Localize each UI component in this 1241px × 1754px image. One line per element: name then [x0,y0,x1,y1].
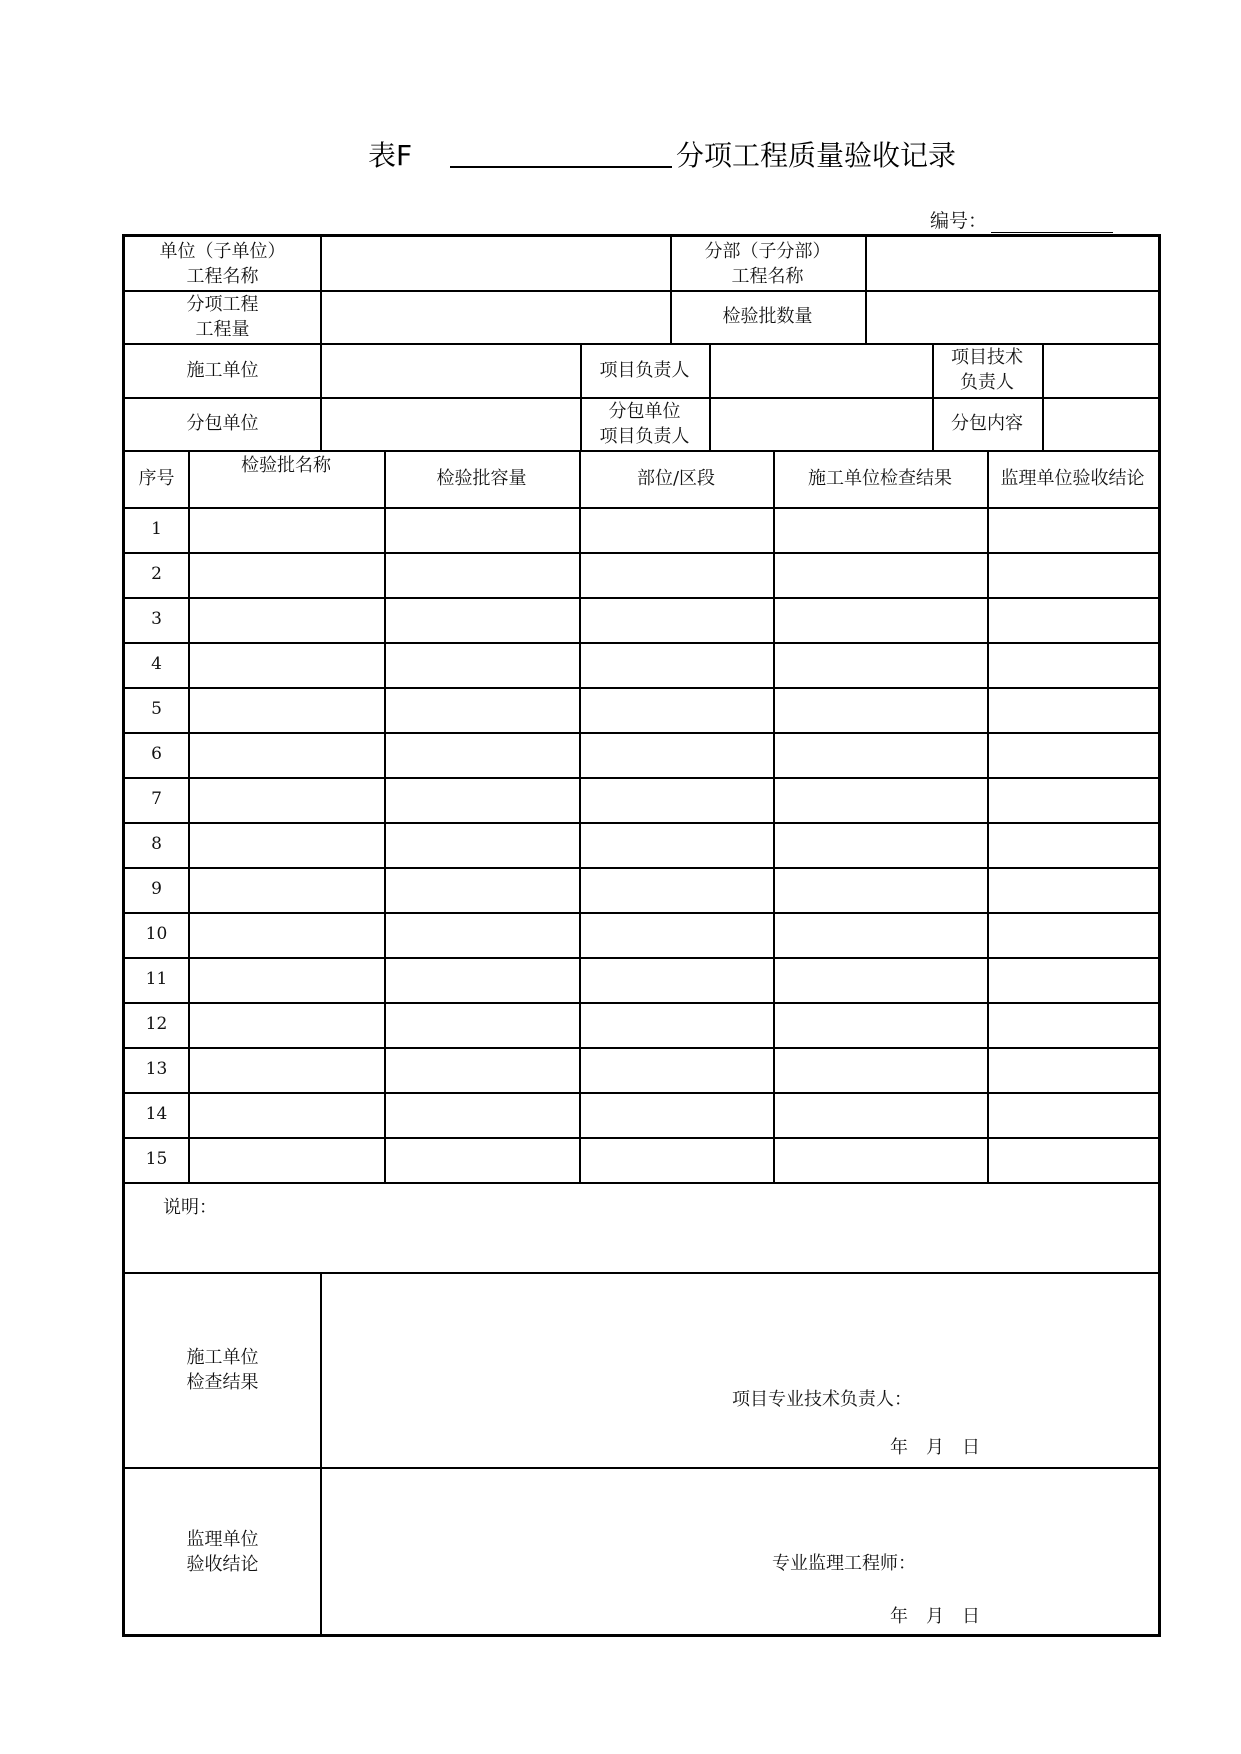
unit-project-name-label: 单位（子单位） 工程名称 [159,240,286,287]
contractor-signer-label: 项目专业技术负责人： [732,1389,912,1410]
batch-count-label: 检验批数量 [722,306,813,327]
unit-project-name-field[interactable] [322,237,670,290]
contractor-label: 施工单位 [186,359,259,381]
column-header-batch-name: 检验批名称 [241,454,331,476]
batch-count-field[interactable] [867,290,1158,343]
subitem-quantity-field[interactable] [322,290,670,343]
row-number: 5 [151,699,162,719]
form-title [0,128,1241,176]
row-number: 14 [145,1104,168,1124]
supervisor-conclusion-label: 监理单位 验收结论 [186,1529,259,1575]
form-title-text: 分项工程质量验收记录 [676,139,957,172]
serial-number-blank[interactable] [991,212,1113,233]
column-header-supervisor-conclusion: 监理单位验收结论 [1000,468,1145,489]
project-name-blank[interactable] [450,166,672,168]
subcontractor-pm-field[interactable] [711,397,932,450]
form-table [122,234,1161,1637]
row-number: 12 [145,1014,168,1034]
row-number: 13 [145,1059,168,1079]
contractor-date-label: 年 月 日 [890,1437,980,1458]
division-project-name-field[interactable] [867,237,1158,290]
row-number: 10 [145,924,168,944]
division-project-name-label: 分部（子分部） 工程名称 [704,240,831,287]
serial-number-label: 编号： [930,210,988,232]
row-number: 8 [151,834,162,854]
subcontractor-label: 分包单位 [186,413,259,434]
notes-label: 说明： [163,1197,217,1218]
column-header-index: 序号 [138,468,175,489]
contractor-inspection-label: 施工单位 检查结果 [186,1346,259,1393]
subcontractor-pm-label: 分包单位 项目负责人 [599,400,690,447]
supervisor-conclusion-field[interactable] [322,1467,1158,1637]
subcontractor-field[interactable] [322,397,580,450]
serial-number [930,206,1113,233]
project-manager-field[interactable] [711,343,932,397]
subitem-quantity-label: 分项工程 工程量 [186,293,259,340]
row-number: 11 [145,969,168,989]
contractor-inspection-field[interactable] [322,1272,1158,1467]
row-number: 7 [151,789,162,809]
project-manager-label: 项目负责人 [599,359,690,381]
column-header-contractor-result: 施工单位检查结果 [808,468,952,489]
contractor-field[interactable] [322,343,580,397]
row-number: 15 [145,1149,168,1169]
notes-field[interactable] [125,1184,1158,1272]
column-header-location: 部位/区段 [636,468,716,489]
subcontract-content-label: 分包内容 [951,413,1023,434]
subcontract-content-field[interactable] [1044,397,1158,450]
technical-lead-field[interactable] [1044,343,1158,397]
row-number: 6 [151,744,162,764]
supervisor-date-label: 年 月 日 [890,1606,980,1627]
form-number-prefix: 表F [368,139,413,172]
technical-lead-label: 项目技术 负责人 [951,347,1023,393]
row-number: 9 [151,879,162,899]
row-number: 3 [151,609,162,629]
supervisor-signer-label: 专业监理工程师： [772,1553,916,1574]
row-number: 2 [151,564,162,584]
row-number: 4 [151,654,162,674]
row-number: 1 [151,519,162,539]
column-header-batch-capacity: 检验批容量 [436,468,527,489]
